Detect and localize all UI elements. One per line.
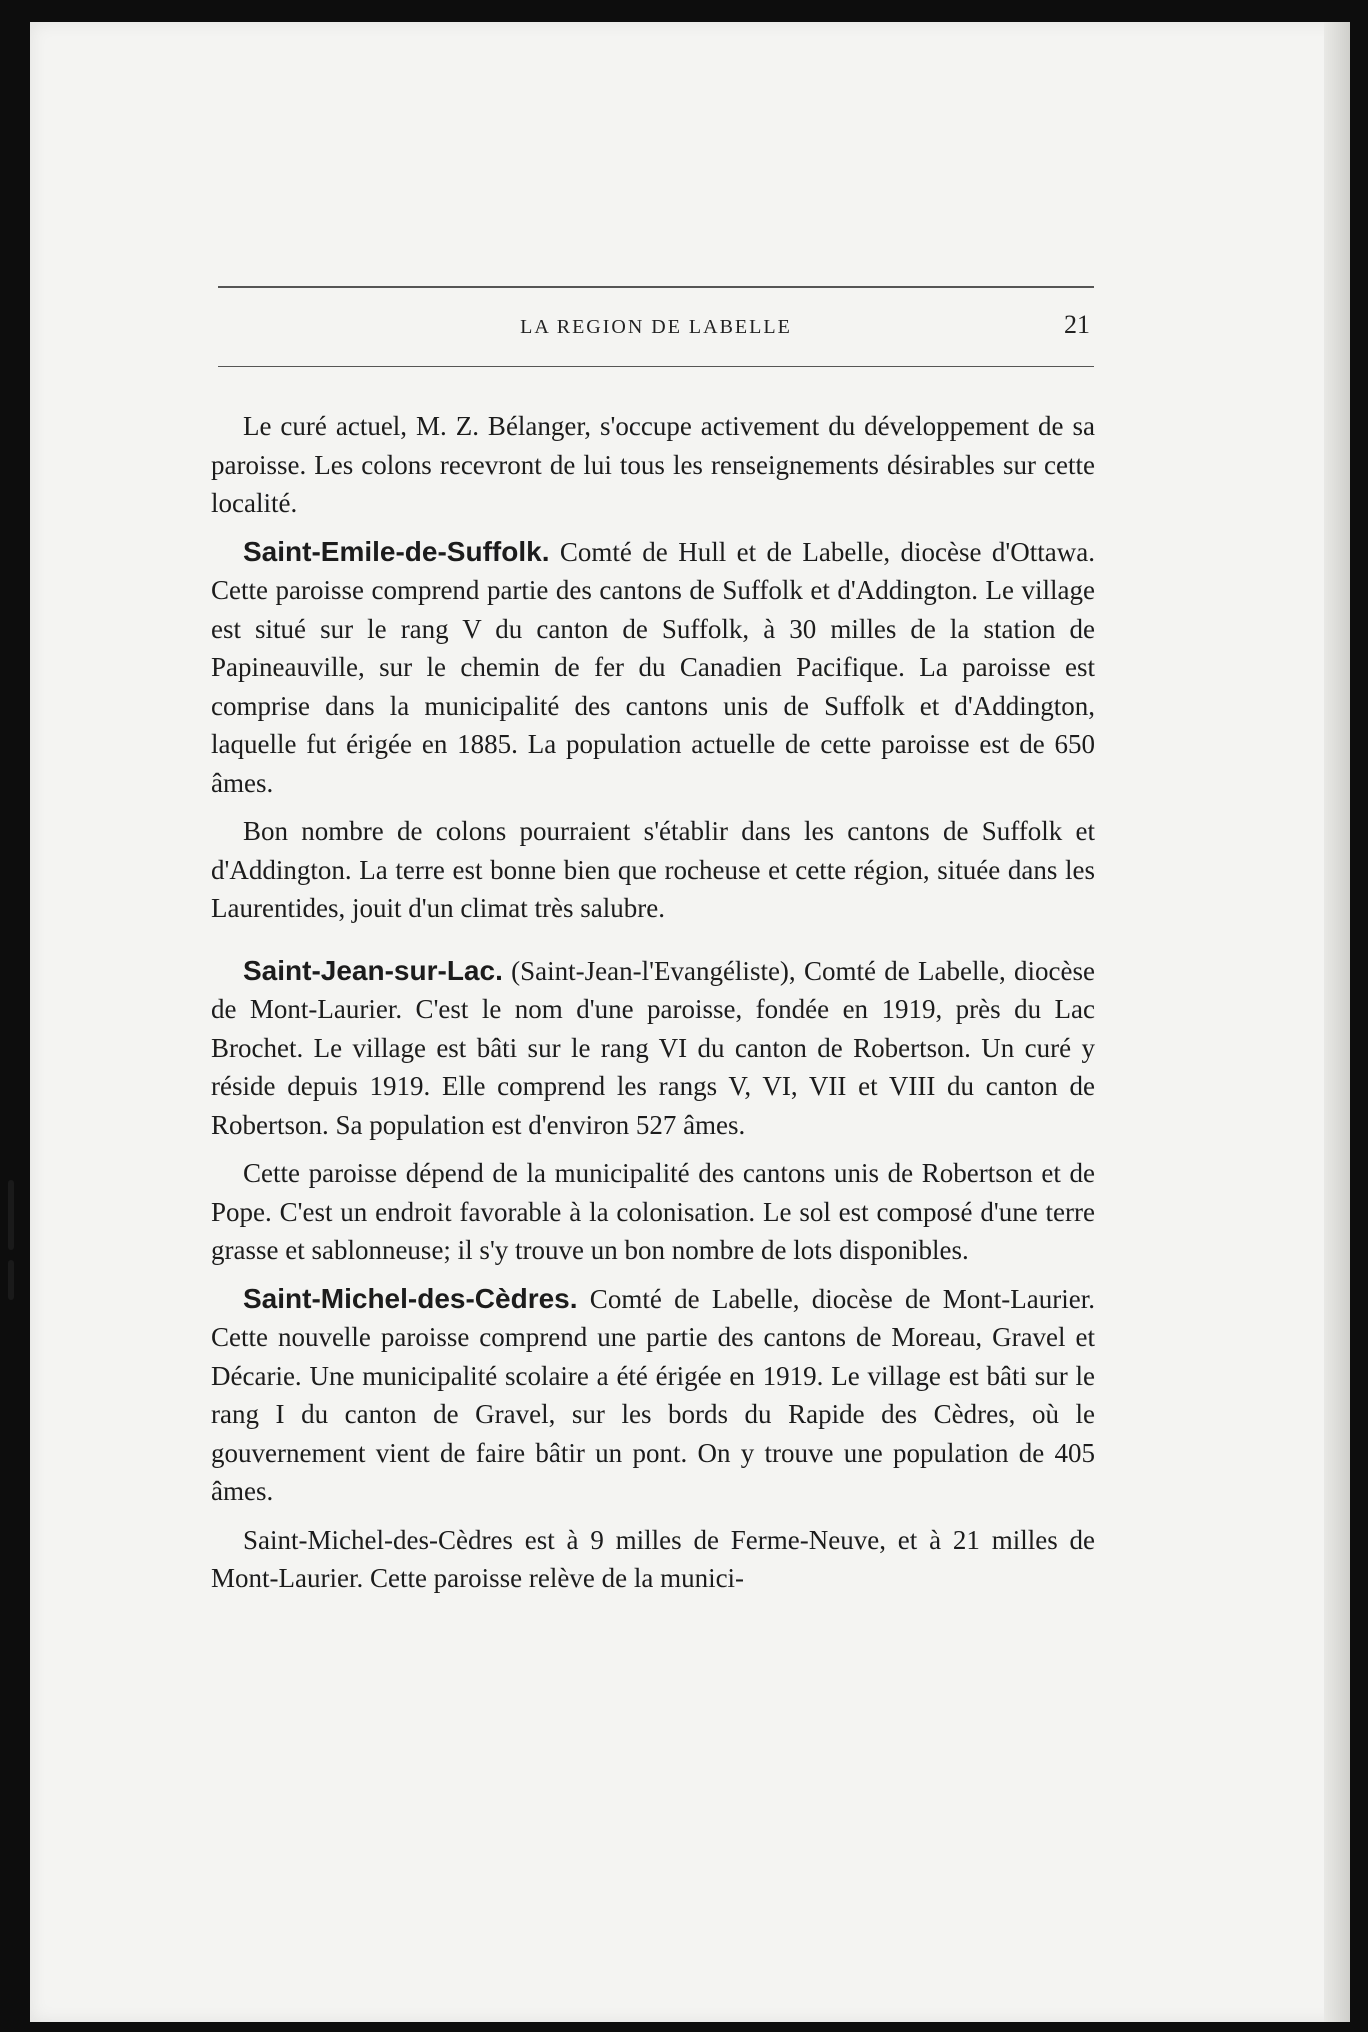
paragraph	[211, 952, 1095, 1145]
parish-heading: Saint-Michel-des-Cèdres.	[243, 1282, 578, 1314]
paragraph	[211, 1280, 1095, 1511]
paragraph	[211, 1521, 1095, 1598]
paragraph-text: Bon nombre de colons pourraient s'établir dans les cantons de Suffolk et d'Addington. La terre est bonne bien que rocheuse et cette région, située dans les Laurentides, jouit d'un climat très salubre.	[211, 816, 1095, 923]
page-number: 21	[1064, 310, 1090, 339]
paragraph	[211, 407, 1095, 523]
paragraph-text: Comté de Labelle, diocèse de Mont-Laurier. Cette nouvelle paroisse comprend une partie des cantons de Moreau, Gravel et Décarie. Une municipalité scolaire a été érigée en 1919. Le village est bâti sur le rang I du canton de Gravel, sur les bords du Rapide des Cèdres, où le gouvernement vient de faire bâtir un pont. On y trouve une population de 405 âmes.	[211, 1283, 1095, 1506]
paragraph-text: Comté de Hull et de Labelle, diocèse d'Ottawa. Cette paroisse comprend partie des cantons de Suffolk et d'Addington. Le village est situé sur le rang V du canton de Suffolk, à 30 milles de la station de Papineauville, sur le chemin de fer du Canadien Pacifique. La paroisse est comprise dans la municipalité des cantons unis de Suffolk et d'Addington, laquelle fut érigée en 1885. La population actuelle de cette paroisse est de 650 âmes.	[211, 536, 1095, 798]
body-text	[211, 407, 1095, 1608]
paragraph-text: Saint-Michel-des-Cèdres est à 9 milles de Ferme-Neuve, et à 21 milles de Mont-Laurier. Cette paroisse relève de la munici-	[211, 1524, 1095, 1593]
paragraph-text: Cette paroisse dépend de la municipalité des cantons unis de Robertson et de Pope. C'est un endroit favorable à la colonisation. Le sol est composé d'une terre grasse et sablonneuse; il s'y trouve un bon nombre de lots disponibles.	[211, 1158, 1095, 1265]
paragraph	[211, 812, 1095, 928]
paragraph-text: (Saint-Jean-l'Evangéliste), Comté de Labelle, diocèse de Mont-Laurier. C'est le nom d'une paroisse, fondée en 1919, près du Lac Brochet. Le village est bâti sur le rang VI du canton de Robertson. Un curé y réside depuis 1919. Elle comprend les rangs V, VI, VII et VIII du canton de Robertson. Sa population est d'environ 527 âmes.	[211, 955, 1095, 1140]
running-title: LA REGION DE LABELLE	[520, 316, 792, 338]
page-header	[218, 310, 1094, 346]
parish-heading: Saint-Emile-de-Suffolk.	[243, 535, 550, 567]
header-rule-bottom	[218, 366, 1094, 367]
binding-mark	[8, 1260, 14, 1300]
parish-heading: Saint-Jean-sur-Lac.	[243, 954, 503, 986]
paragraph	[211, 533, 1095, 803]
page-edge	[1324, 22, 1350, 2022]
paragraph	[211, 1154, 1095, 1270]
binding-mark	[8, 1180, 14, 1250]
paragraph-text: Le curé actuel, M. Z. Bélanger, s'occupe activement du développement de sa paroisse. Les colons recevront de lui tous les renseignements désirables sur cette localité.	[211, 411, 1095, 518]
header-rule-top	[218, 286, 1094, 288]
